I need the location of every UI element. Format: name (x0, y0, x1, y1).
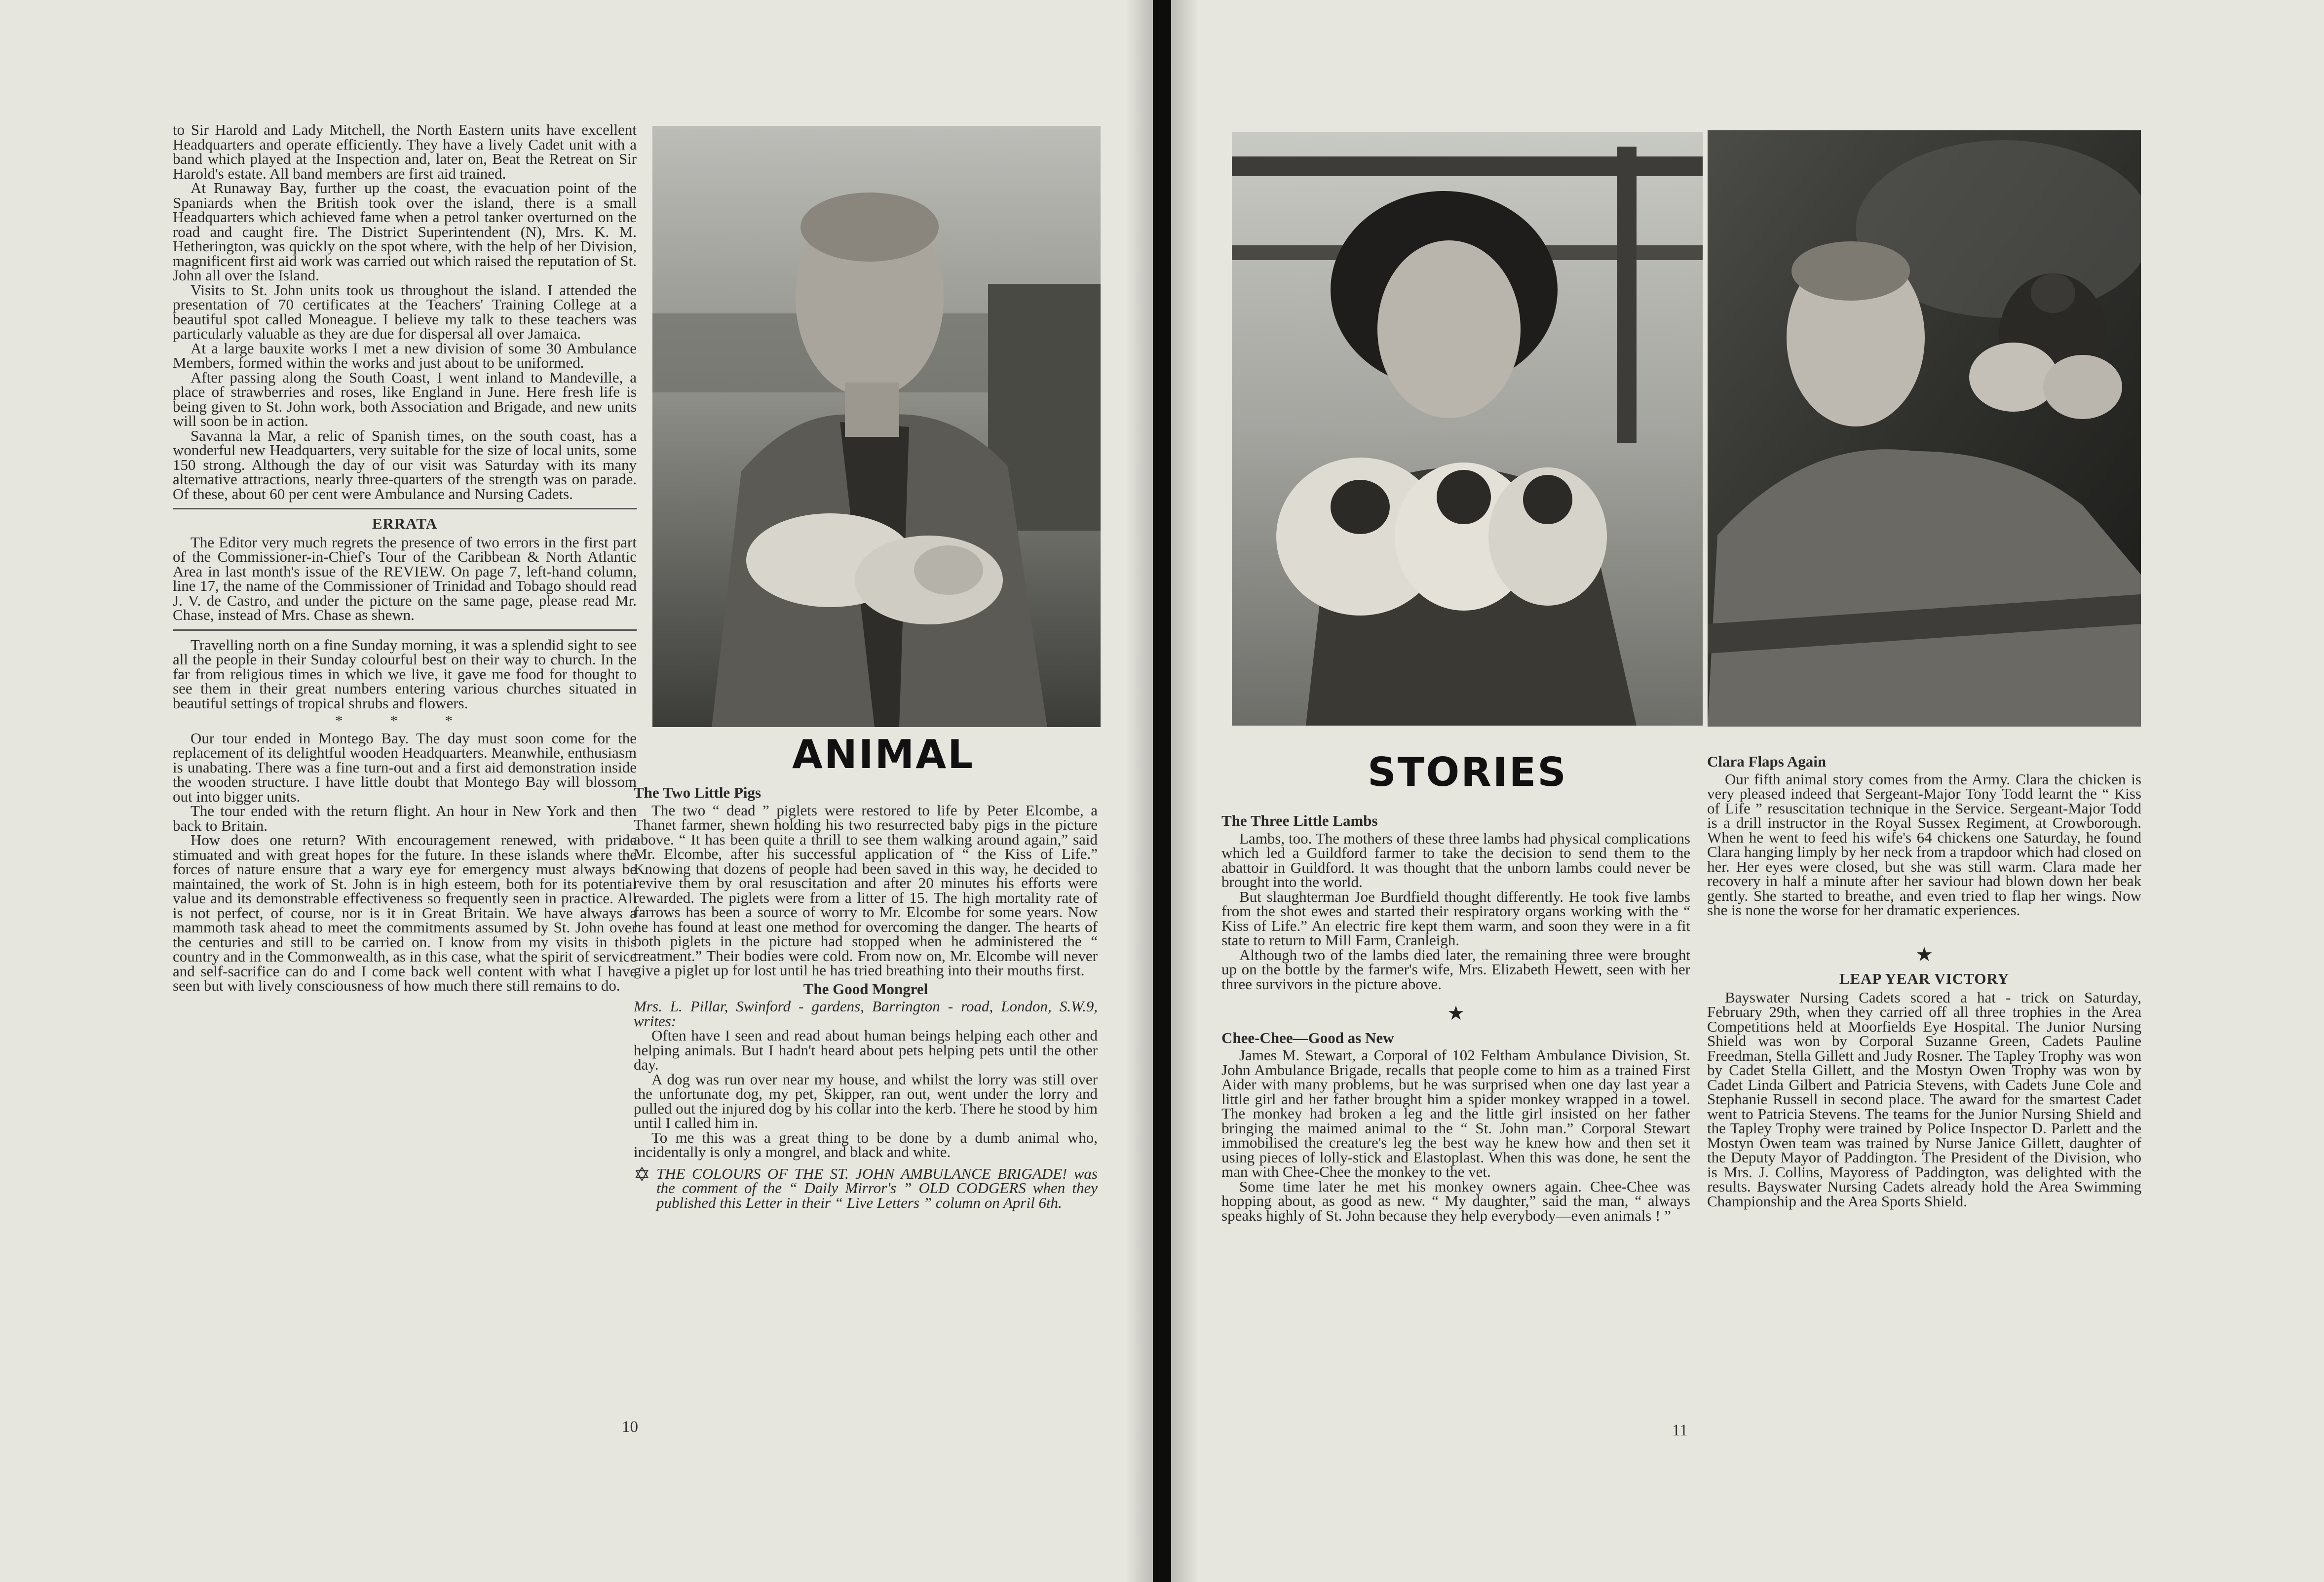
divider (173, 508, 637, 509)
binding-gutter (1153, 0, 1171, 1582)
errata-heading: ERRATA (372, 515, 438, 532)
paragraph: The tour ended with the return flight. An hour in New York and then back to Britain. (173, 802, 637, 834)
paragraph: To me this was a great thing to be done by a dumb animal who, incidentally is only a mongrel, and black and white. (634, 1128, 1098, 1160)
clara-heading: Clara Flaps Again (1707, 753, 1827, 770)
piglets-photo-image (652, 126, 1101, 727)
paragraph: Often have I seen and read about human beings helping each other and helping animals. But I hadn't heard about pets helping pets until the other day. (634, 1027, 1098, 1073)
leap-year-heading: LEAP YEAR VICTORY (1839, 970, 2010, 987)
paragraph: to Sir Harold and Lady Mitchell, the North Eastern units have excellent Headquarters and operate efficiently. They have a lively Cadet unit with a band which played at the Inspection and, later on, Beat the Retreat on Sir Harold's estate. All band members are first aid trained. (173, 121, 637, 182)
pigs-text: The two “ dead ” piglets were restored to life by Peter Elcombe, a Thanet farmer, shewn holding his two resurrected baby pigs in the picture above. “ It has been quite a thrill to see them walking around again,” said Mr. Elcombe, after his successful application of “ the Kiss of Life.” Knowing that dozens of people had been saved in this way, he decided to revive them by oral resuscitation and after 20 minutes his efforts were rewarded. The piglets were from a litter of 15. The high mortality rate of farrows has been a source of worry to Mr. Elcombe for some years. Now he has found at least one method for overcoming the danger. The hearts of both piglets in the picture had stopped when he administered the “ treatment.” Their bodies were cold. From now on, Mr. Elcombe will never give a piglet up for lost until he has tried breathing into their mouths first. (634, 801, 1098, 979)
page-number: 11 (1672, 1422, 1688, 1439)
paragraph: But slaughterman Joe Burdfield thought differently. He took five lambs from the shot ewes and started their respiratory organs working with the “ Kiss of Life.” An electric fire kept them warm, and soon they were in a fit state to return to Mill Farm, Cranleigh. (1221, 887, 1690, 949)
paragraph: Although two of the lambs died later, the remaining three were brought up on the bottle by the farmer's wife, Mrs. Elizabeth Hewett, seen with her three survivors in the picture above. (1221, 946, 1690, 993)
right-column (634, 781, 1098, 1210)
left-page (0, 0, 1153, 1582)
star-icon: ★ (1447, 1002, 1465, 1024)
left-column (1221, 810, 1690, 1223)
left-column (173, 122, 637, 993)
chicken-photo-image (1708, 130, 2141, 727)
paragraph: At Runaway Bay, further up the coast, the evacuation point of the Spaniards when the British took over the island, there is a small Headquarters which achieved fame when a petrol tanker overturned on the road and caught fire. The District Superintendent (N), Mrs. K. M. Hetherington, was quickly on the spot where, with the help of her Division, magnificent first aid work was carried out which raised the reputation of St. John all over the Island. (173, 179, 637, 284)
spine-shadow (1171, 0, 1199, 1582)
paragraph: James M. Stewart, a Corporal of 102 Feltham Ambulance Division, St. John Ambulance Brigade, recalls that people come to him as a trained First Aider with many problems, but he was surprised when one day last year a little girl and her father brought him a spider monkey wrapped in a towel. The monkey had broken a leg and the little girl insisted on her father bringing the maimed animal to the “ St. John man.” Corporal Stewart immobilised the creature's leg the best way he knew how and then set it using pieces of lolly-stick and Elastoplast. When this was done, he sent the man with Chee-Chee the monkey to the vet. (1221, 1046, 1690, 1180)
page-number: 10 (622, 1418, 638, 1436)
section-stars: * * * (335, 712, 474, 729)
page-title-stories: STORIES (1368, 749, 1567, 795)
star-icon: ★ (1915, 943, 1933, 965)
mongrel-byline: Mrs. L. Pillar, Swinford - gardens, Barrington - road, London, S.W.9, writes: (634, 998, 1098, 1030)
paragraph: How does one return? With encouragement renewed, with pride stimuated and with great hopes for the future. In these islands where the forces of nature ensure that a wary eye for emergency must always be maintained, the work of St. John is in high esteem, both for its potential value and its demonstrable effectiveness so frequently seen in practice. All is not perfect, of course, nor is it in Great Britain. We have always a mammoth task ahead to meet the commitments assumed by St. John over the centuries and still to be carried on. I know from my visits in this country and in the Commonwealth, as in this case, what the spirit of service and self-sacrifice can do and I come back well content with what I have seen but with lively consciousness of how much there still remains to do. (173, 831, 637, 994)
monkey-heading: Chee-Chee—Good as New (1221, 1029, 1394, 1046)
lambs-photo-image (1232, 132, 1703, 726)
footnote (634, 1163, 1098, 1211)
clara-text: Our fifth animal story comes from the Army. Clara the chicken is very pleased indeed that Sergeant-Major Tony Todd learnt the “ Kiss of Life ” resuscitation technique in the Service. Sergeant-Major Todd is a drill instructor in the Royal Sussex Regiment, at Crowborough. When he went to feed his wife's 64 chickens one Saturday, he found Clara hanging limply by her neck from a trapdoor which had closed on her. Her eyes were closed, but she was still warm. Clara made her recovery in half a minute after her saviour had blown down her beak gently. She started to breathe, and even tried to flap her wings. Now she is none the worse for her dramatic experiences. (1707, 770, 2141, 919)
divider (173, 629, 637, 631)
paragraph: At a large bauxite works I met a new division of some 30 Ambulance Members, formed within the works and just about to be uniformed. (173, 339, 637, 371)
paragraph: A dog was run over near my house, and whilst the lorry was still over the unfortunate dog, my pet, Skipper, ran out, went under the lorry and pulled out the injured dog by his collar into the kerb. There he stood by him until I called him in. (634, 1070, 1098, 1131)
pigs-heading: The Two Little Pigs (634, 784, 762, 801)
paragraph: Savanna la Mar, a relic of Spanish times, on the south coast, has a wonderful new Headquarters, very suitable for the size of local units, some 150 strong. Although the day of our visit was Saturday with its many alternative attractions, nearly three-quarters of the strength was on parade. Of these, about 60 per cent were Ambulance and Nursing Cadets. (173, 426, 637, 502)
paragraph: Our tour ended in Montego Bay. The day must soon come for the replacement of its delightful wooden Headquarters. Meanwhile, enthusiasm is unabating. There was a fine turn-out and a first aid demonstration inside the wooden structure. I have little doubt that Montego Bay will blossom out into bigger units. (173, 729, 637, 805)
errata-text: The Editor very much regrets the presence of two errors in the first part of the Commissioner-in-Chief's Tour of the Caribbean & North Atlantic Area in last month's issue of the REVIEW. On page 7, left-hand column, line 17, the name of the Commissioner of Trinidad and Tobago should read J. V. de Castro, and under the picture on the same page, please read Mr. Chase, instead of Mrs. Chase as shewn. (173, 533, 637, 623)
paragraph: Visits to St. John units took us throughout the island. I attended the presentation of 70 certificates at the Teachers' Training College at a beautiful spot called Moneague. I believe my talk to these teachers was particularly valuable as they are due for dispersal all over Jamaica. (173, 281, 637, 342)
photo-man-with-chicken (1708, 130, 2141, 727)
photo-man-with-piglets (652, 126, 1101, 727)
paragraph: Some time later he met his monkey owners again. Chee-Chee was hopping about, as good as new. “ My daughter,” said the man, “ always speaks highly of St. John because they help everybody—even animals ! ” (1221, 1177, 1690, 1224)
right-column (1707, 750, 2141, 1208)
paragraph: After passing along the South Coast, I went inland to Mandeville, a place of strawberries and roses, like England in June. Here fresh life is being given to St. John work, both Association and Brigade, and new units will soon be in action. (173, 368, 637, 429)
paragraph: Lambs, too. The mothers of these three lambs had physical complications which led a Guildford farmer to take the decision to send them to the abattoir in Guildford. It was thought that the unborn lambs could never be brought into the world. (1221, 829, 1690, 890)
spine-shadow (1125, 0, 1153, 1582)
paragraph: Travelling north on a fine Sunday morning, it was a splendid sight to see all the people in their Sunday colourful best on their way to church. In the far from religious times in which we live, it gave me food for thought to see them in their great numbers entering various churches situated in beautiful settings of tropical shrubs and flowers. (173, 636, 637, 712)
page-title-animal: ANIMAL (792, 732, 975, 777)
photo-woman-with-lambs (1232, 132, 1703, 726)
st-john-cross-icon: ✡ (634, 1163, 650, 1186)
lambs-heading: The Three Little Lambs (1221, 812, 1378, 829)
mongrel-heading: The Good Mongrel (803, 980, 928, 998)
right-page (1171, 0, 2324, 1582)
leap-year-text: Bayswater Nursing Cadets scored a hat - trick on Saturday, February 29th, when they carried off all three trophies in the Area Competitions held at Moorfields Eye Hospital. The Junior Nursing Shield was won by Corporal Suzanne Green, Cadets Pauline Freedman, Stella Gillett and Judy Rosner. The Tapley Trophy was won by Cadet Stella Gillett, and the Mostyn Owen Trophy was won by Cadet Linda Gilbert and Patricia Stevens, with Cadets June Cole and Stephanie Russell in second place. The award for the smartest Cadet went to Patricia Stevens. The teams for the Junior Nursing Shield and the Tapley Trophy were trained by Police Inspector D. Parlett and the Mostyn Owen team was trained by Nurse Janice Gillett, daughter of the Deputy Mayor of Paddington. The President of the Division, who is Mrs. J. Collins, Mayoress of Paddington, was delighted with the results. Bayswater Nursing Cadets already hold the Area Swimming Championship and the Area Sports Shield. (1707, 988, 2141, 1210)
footnote-text: THE COLOURS OF THE ST. JOHN AMBULANCE BRIGADE! was the comment of the “ Daily Mirror's ” OLD CODGERS when they published this Letter in their “ Live Letters ” column on April 6th. (656, 1164, 1098, 1211)
